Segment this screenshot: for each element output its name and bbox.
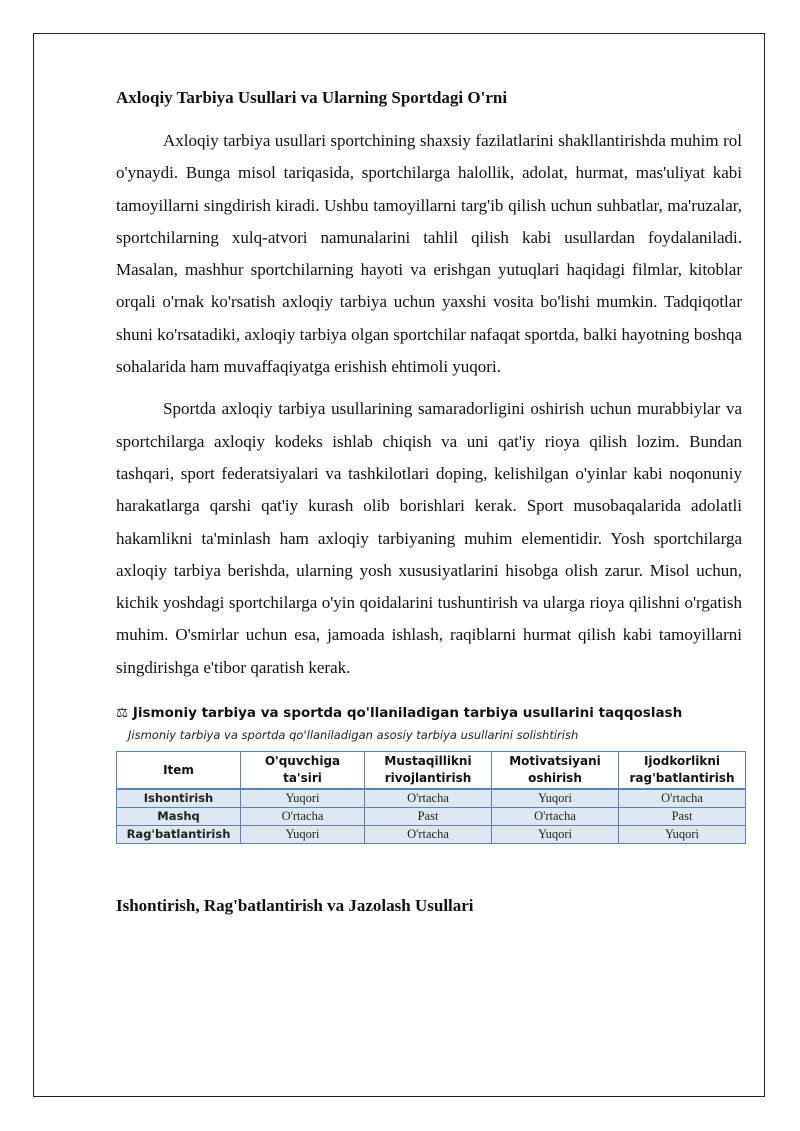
row-header: Mashq xyxy=(117,808,241,826)
table-cell: Past xyxy=(365,808,492,826)
table-cell: O'rtacha xyxy=(365,826,492,844)
column-header: Mustaqillikni rivojlantirish xyxy=(365,752,492,790)
table-caption xyxy=(116,704,742,722)
table-row xyxy=(117,808,746,826)
table-cell: Past xyxy=(619,808,746,826)
table-cell: Yuqori xyxy=(492,826,619,844)
scales-icon: ⚖ xyxy=(116,705,129,722)
table-cell: Yuqori xyxy=(492,789,619,808)
section-heading: Axloqiy Tarbiya Usullari va Ularning Sportdagi O'rni xyxy=(116,88,508,107)
table-caption-text: Jismoniy tarbiya va sportda qo'llaniladigan tarbiya usullarini taqqoslash xyxy=(132,705,683,722)
table-cell: Yuqori xyxy=(241,826,365,844)
table-cell: O'rtacha xyxy=(365,789,492,808)
table-row xyxy=(117,789,746,808)
table-cell: Yuqori xyxy=(241,789,365,808)
table-row xyxy=(117,826,746,844)
paragraph: Axloqiy tarbiya usullari sportchining shaxsiy fazilatlarini shakllantirishda muhim rol o'ynaydi. Bunga misol tariqasida, sportchilarga halollik, adolat, hurmat, mas'uliyat kabi tamoyillarni singdirish kiradi. Ushbu tamoyillarni targ'ib qilish uchun suhbatlar, ma'ruzalar, sportchilarning xulq-atvori namunalarini tahlil qilish kabi usullardan foydalaniladi. Masalan, mashhur sportchilarning hayoti va erishgan yutuqlari haqidagi filmlar, kitoblar orqali o'rnak ko'rsatish axloqiy tarbiya uchun yaxshi vosita bo'lishi mumkin. Tadqiqotlar shuni ko'rsatadiki, axloqiy tarbiya olgan sportchilar nafaqat sportda, balki hayotning boshqa sohalarida ham muvaffaqiyatga erishish ehtimoli yuqori. xyxy=(116,131,742,377)
table-cell: O'rtacha xyxy=(619,789,746,808)
table-header-row xyxy=(117,752,746,790)
table-cell: Yuqori xyxy=(619,826,746,844)
column-header: Ijodkorlikni rag'batlantirish xyxy=(619,752,746,790)
table-cell: O'rtacha xyxy=(241,808,365,826)
row-header: Rag'batlantirish xyxy=(117,826,241,844)
section-heading: Ishontirish, Rag'batlantirish va Jazolash Usullari xyxy=(116,896,474,916)
row-header: Ishontirish xyxy=(117,789,241,808)
table-cell: O'rtacha xyxy=(492,808,619,826)
column-header: O'quvchiga ta'siri xyxy=(241,752,365,790)
comparison-table xyxy=(116,751,746,844)
table-subcaption: Jismoniy tarbiya va sportda qo'llaniladigan asosiy tarbiya usullarini solishtirish xyxy=(128,728,579,743)
document-body xyxy=(116,86,742,918)
comparison-table-block xyxy=(116,704,742,844)
paragraph: Sportda axloqiy tarbiya usullarining samaradorligini oshirish uchun murabbiylar va sportchilarga axloqiy kodeks ishlab chiqish va uni qat'iy rioya qilish lozim. Bundan tashqari, sport federatsiyalari va tashkilotlari doping, kelishilgan o'yinlar kabi noqonuniy harakatlarga qarshi qat'iy kurash olib borishlari kerak. Sport musobaqalarida adolatli hakamlikni ta'minlash ham axloqiy tarbiyaning muhim elementidir. Yosh sportchilarga axloqiy tarbiya berishda, ularning yosh xususiyatlarini hisobga olish zarur. Misol uchun, kichik yoshdagi sportchilarga o'yin qoidalarini tushuntirish va ularga rioya qilishni o'rgatish muhim. O'smirlar uchun esa, jamoada ishlash, raqiblarni hurmat qilish kabi tamoyillarni singdirishga e'tibor qaratish kerak. xyxy=(116,399,742,677)
column-header: Item xyxy=(117,752,241,790)
column-header: Motivatsiyani oshirish xyxy=(492,752,619,790)
